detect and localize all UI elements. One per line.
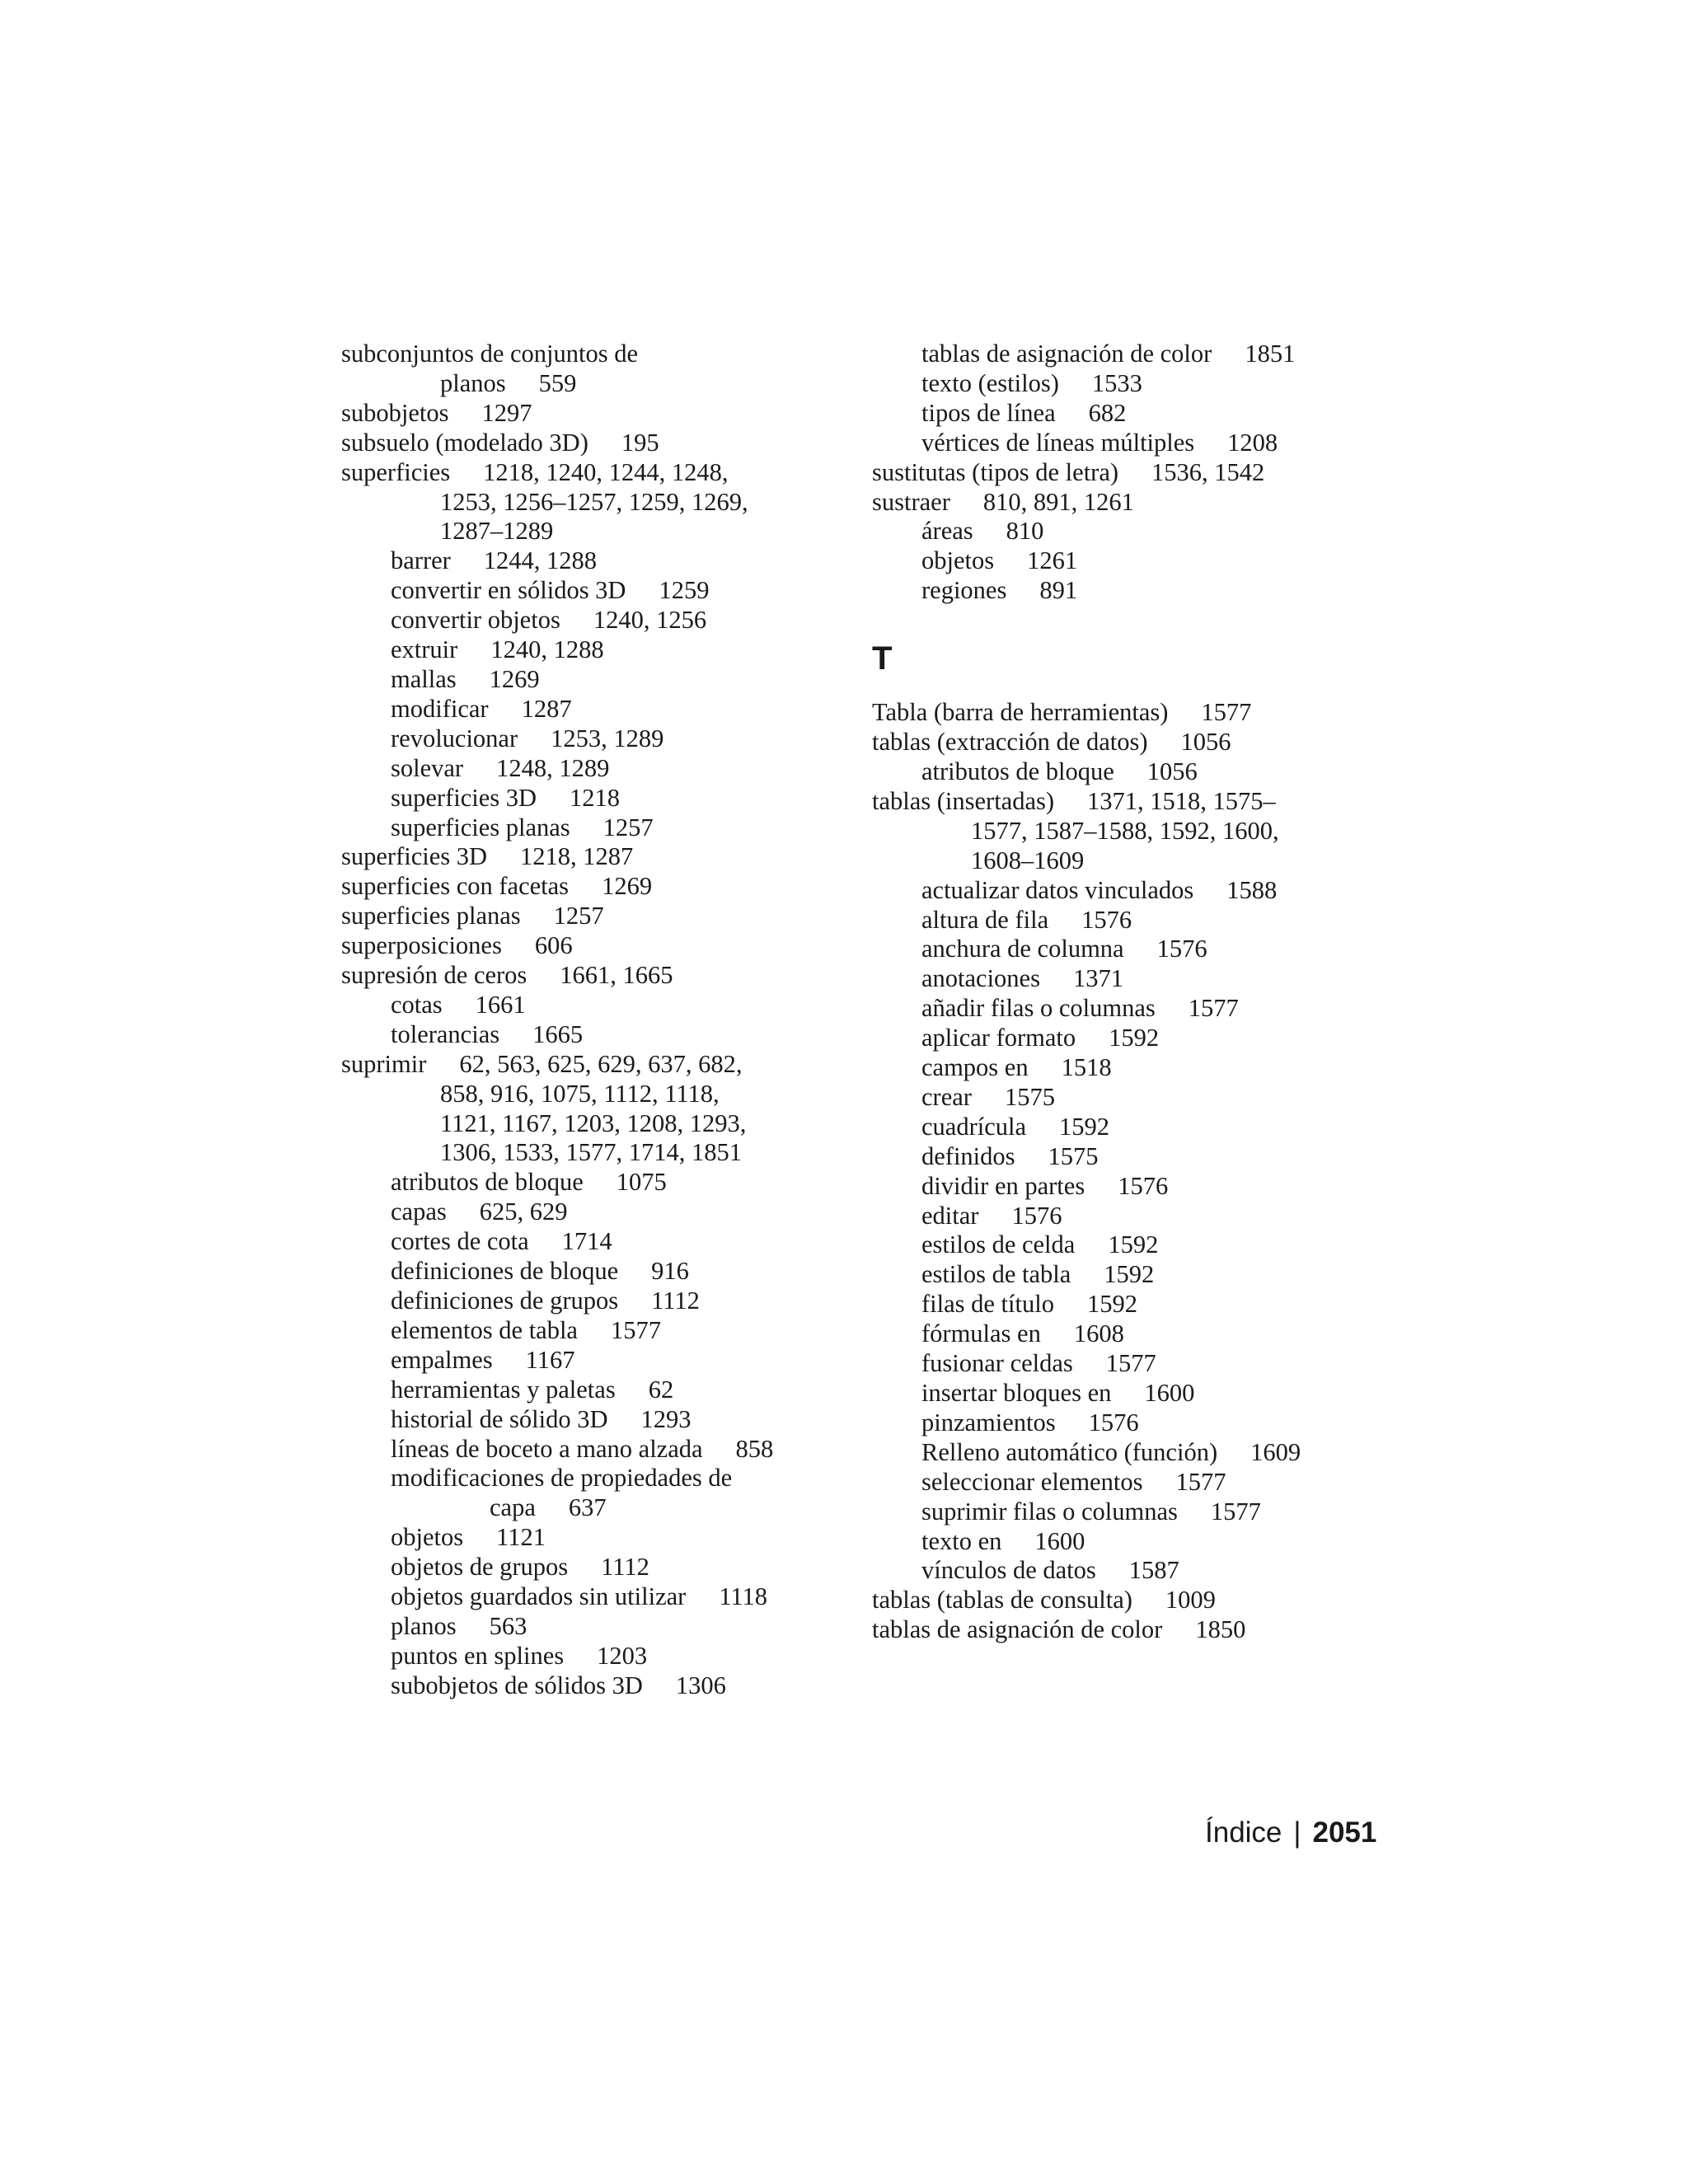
entry-page-refs: 1577 — [1201, 698, 1252, 727]
entry-page-refs: 1588 — [1226, 875, 1278, 904]
entry-page-refs: 62, 563, 625, 629, 637, 682, — [459, 1049, 743, 1078]
index-subentry — [341, 1582, 852, 1612]
index-subentry — [872, 1468, 1400, 1497]
entry-term: suprimir — [341, 1049, 427, 1078]
index-subentry — [872, 1260, 1400, 1290]
footer-separator: | — [1293, 1816, 1301, 1849]
index-entry-continuation — [341, 517, 852, 546]
index-subentry — [341, 606, 852, 635]
entry-term: revolucionar — [391, 724, 518, 752]
index-entry — [341, 458, 852, 488]
index-subentry — [341, 1376, 852, 1405]
entry-page-refs: 1850 — [1195, 1615, 1246, 1644]
index-subentry — [872, 1142, 1400, 1172]
index-entry — [341, 931, 852, 961]
index-subentry — [341, 546, 852, 576]
entry-page-refs: 1600 — [1144, 1379, 1195, 1407]
entry-page-refs: 1287–1289 — [440, 517, 554, 546]
entry-term: superficies con facetas — [341, 872, 570, 901]
entry-term: actualizar datos vinculados — [921, 875, 1194, 904]
entry-term: convertir en sólidos 3D — [391, 576, 626, 605]
entry-page-refs: 682 — [1088, 398, 1127, 427]
section-letter-heading: T — [872, 640, 893, 677]
entry-page-refs: 1577, 1587–1588, 1592, 1600, — [971, 816, 1279, 845]
entry-page-refs: 1371 — [1072, 964, 1123, 993]
entry-page-refs: 1121, 1167, 1203, 1208, 1293, — [440, 1108, 747, 1137]
index-column-left — [341, 340, 852, 1701]
entry-term: sustraer — [872, 487, 950, 516]
entry-page-refs: 1218, 1287 — [520, 842, 634, 871]
entry-term: subobjetos — [341, 398, 449, 427]
entry-page-refs: 1240, 1256 — [593, 606, 707, 635]
entry-term: elementos de tabla — [391, 1315, 578, 1344]
index-subentry — [341, 1227, 852, 1257]
entry-term: historial de sólido 3D — [391, 1404, 608, 1433]
index-entry — [872, 1586, 1400, 1615]
index-subentry — [872, 546, 1400, 576]
index-subentry — [341, 1612, 852, 1642]
entry-page-refs: 1536, 1542 — [1151, 457, 1265, 486]
entry-term: superficies — [341, 457, 451, 486]
entry-term: fusionar celdas — [921, 1349, 1073, 1378]
entry-page-refs: 1293 — [640, 1404, 692, 1433]
index-subentry — [872, 964, 1400, 994]
entry-page-refs: 1112 — [601, 1553, 649, 1582]
entry-page-refs: 1259 — [659, 576, 710, 605]
entry-page-refs: 1306 — [675, 1671, 726, 1699]
index-subentry — [341, 576, 852, 606]
index-subentry — [872, 1230, 1400, 1260]
entry-term: estilos de tabla — [921, 1260, 1071, 1289]
entry-term: atributos de bloque — [921, 757, 1114, 785]
entry-term: texto (estilos) — [921, 368, 1059, 397]
entry-term: altura de fila — [921, 905, 1049, 934]
entry-page-refs: 606 — [534, 931, 573, 960]
entry-page-refs: 1218, 1240, 1244, 1248, — [483, 457, 729, 486]
index-entry — [872, 1615, 1400, 1645]
entry-term: planos — [391, 1611, 457, 1640]
index-subentry — [341, 813, 852, 843]
entry-page-refs: 810 — [1006, 517, 1044, 546]
entry-page-refs: 1371, 1518, 1575– — [1087, 786, 1276, 815]
index-subentry — [341, 1435, 852, 1465]
entry-term: convertir objetos — [391, 606, 560, 635]
index-group-t — [872, 698, 1400, 1645]
entry-page-refs: 1665 — [532, 1019, 584, 1048]
entry-page-refs: 1253, 1256–1257, 1259, 1269, — [440, 487, 748, 516]
entry-page-refs: 1056 — [1180, 728, 1231, 757]
index-subentry — [872, 1319, 1400, 1349]
index-column-right — [872, 340, 1400, 1645]
index-entry-continuation — [341, 1138, 852, 1168]
index-subentry — [341, 635, 852, 665]
entry-term: aplicar formato — [921, 1024, 1076, 1052]
entry-page-refs: 1576 — [1156, 935, 1207, 963]
entry-page-refs: 1208 — [1227, 428, 1278, 457]
index-subentry — [872, 576, 1400, 606]
index-subentry — [872, 369, 1400, 399]
entry-page-refs: 1576 — [1118, 1171, 1169, 1200]
index-entry-continuation — [341, 1493, 852, 1523]
index-subentry — [872, 757, 1400, 787]
entry-term: tipos de línea — [921, 398, 1056, 427]
entry-page-refs: 1592 — [1108, 1230, 1159, 1259]
entry-page-refs: 1577 — [1105, 1349, 1156, 1378]
entry-term: subconjuntos de conjuntos de — [341, 340, 639, 368]
entry-page-refs: 916 — [651, 1257, 689, 1286]
index-entry — [872, 488, 1400, 518]
entry-term: extruir — [391, 635, 458, 664]
entry-page-refs: 1261 — [1027, 546, 1078, 575]
entry-term: definiciones de grupos — [391, 1286, 619, 1315]
index-subentry — [341, 1168, 852, 1197]
entry-term: supresión de ceros — [341, 961, 528, 990]
index-subentry — [341, 695, 852, 724]
entry-page-refs: 1592 — [1086, 1290, 1137, 1319]
index-subentry — [341, 1671, 852, 1701]
entry-term: tablas de asignación de color — [921, 340, 1212, 368]
entry-term: pinzamientos — [921, 1408, 1056, 1436]
entry-page-refs: 1592 — [1109, 1024, 1160, 1052]
index-subentry — [341, 784, 852, 813]
footer-section-label: Índice — [1205, 1816, 1282, 1849]
entry-term: solevar — [391, 753, 464, 782]
entry-term: cortes de cota — [391, 1227, 529, 1256]
entry-page-refs: 810, 891, 1261 — [982, 487, 1134, 516]
index-subentry — [341, 1257, 852, 1286]
entry-page-refs: 1257 — [603, 813, 654, 841]
entry-term: Relleno automático (función) — [921, 1437, 1218, 1466]
index-entry — [872, 698, 1400, 728]
entry-page-refs: 1577 — [610, 1315, 661, 1344]
entry-term: barrer — [391, 546, 451, 575]
entry-page-refs: 1592 — [1104, 1260, 1155, 1289]
entry-term: subsuelo (modelado 3D) — [341, 428, 588, 457]
index-entry — [872, 728, 1400, 757]
entry-page-refs: 1575 — [1004, 1082, 1055, 1111]
entry-term: puntos en splines — [391, 1641, 565, 1670]
index-subentry — [872, 340, 1400, 369]
index-subentry — [341, 1405, 852, 1435]
entry-page-refs: 1518 — [1061, 1053, 1112, 1082]
entry-page-refs: 1203 — [597, 1641, 648, 1670]
entry-page-refs: 1608 — [1073, 1319, 1124, 1348]
entry-page-refs: 1121 — [496, 1523, 546, 1552]
entry-page-refs: 625, 629 — [479, 1197, 568, 1226]
entry-page-refs: 1218 — [570, 783, 621, 812]
page-number: 2051 — [1312, 1816, 1377, 1849]
index-entry — [341, 399, 852, 429]
entry-term: subobjetos de sólidos 3D — [391, 1671, 643, 1699]
entry-page-refs: 1587 — [1128, 1556, 1179, 1585]
entry-term: cotas — [391, 990, 443, 1019]
index-entry-continuation — [341, 1080, 852, 1109]
entry-page-refs: 1608–1609 — [971, 846, 1085, 874]
index-subentry — [341, 1316, 852, 1346]
index-subentry — [872, 1408, 1400, 1438]
index-entry-continuation — [341, 369, 852, 399]
index-subentry — [872, 1172, 1400, 1202]
entry-page-refs: 1576 — [1088, 1408, 1139, 1436]
entry-term: planos — [440, 368, 506, 397]
index-entry-continuation — [341, 1109, 852, 1139]
entry-term: estilos de celda — [921, 1230, 1076, 1259]
index-subentry — [341, 665, 852, 695]
index-subentry — [872, 1379, 1400, 1408]
entry-term: superficies 3D — [341, 842, 488, 871]
entry-term: crear — [921, 1082, 972, 1111]
entry-term: capa — [490, 1493, 536, 1522]
entry-page-refs: 1269 — [489, 664, 540, 693]
entry-term: superficies 3D — [391, 783, 537, 812]
index-subentry — [872, 1290, 1400, 1319]
entry-term: modificaciones de propiedades de — [391, 1464, 733, 1493]
index-entry — [341, 961, 852, 991]
entry-page-refs: 1533 — [1091, 368, 1142, 397]
index-entry — [341, 872, 852, 902]
entry-page-refs: 563 — [489, 1611, 528, 1640]
index-subentry — [872, 429, 1400, 458]
entry-page-refs: 1118 — [719, 1582, 768, 1611]
entry-page-refs: 1297 — [481, 398, 532, 427]
entry-term: líneas de boceto a mano alzada — [391, 1434, 703, 1463]
entry-page-refs: 1253, 1289 — [551, 724, 664, 752]
entry-page-refs: 1056 — [1146, 757, 1198, 785]
entry-term: objetos — [921, 546, 995, 575]
entry-term: superficies planas — [391, 813, 570, 841]
entry-term: fórmulas en — [921, 1319, 1041, 1348]
entry-page-refs: 1714 — [561, 1227, 612, 1256]
index-subentry — [341, 724, 852, 754]
entry-term: modificar — [391, 694, 489, 723]
entry-term: mallas — [391, 664, 457, 693]
entry-term: definidos — [921, 1141, 1015, 1170]
index-subentry — [341, 1523, 852, 1553]
entry-page-refs: 1240, 1288 — [490, 635, 604, 664]
entry-term: tolerancias — [391, 1019, 500, 1048]
entry-term: vértices de líneas múltiples — [921, 428, 1195, 457]
index-subentry — [341, 1197, 852, 1227]
entry-page-refs: 559 — [538, 368, 577, 397]
entry-term: definiciones de bloque — [391, 1257, 619, 1286]
entry-term: atributos de bloque — [391, 1168, 584, 1197]
index-entry — [341, 902, 852, 931]
entry-term: herramientas y paletas — [391, 1375, 616, 1404]
entry-term: superposiciones — [341, 931, 502, 960]
index-entry-continuation — [341, 488, 852, 518]
entry-term: sustitutas (tipos de letra) — [872, 457, 1119, 486]
index-subentry — [341, 1346, 852, 1376]
entry-page-refs: 858, 916, 1075, 1112, 1118, — [440, 1079, 720, 1108]
index-subentry — [872, 517, 1400, 546]
index-entry — [341, 842, 852, 872]
entry-term: tablas (tablas de consulta) — [872, 1586, 1132, 1615]
entry-page-refs: 1248, 1289 — [496, 753, 610, 782]
entry-page-refs: 891 — [1039, 576, 1078, 605]
entry-term: filas de título — [921, 1290, 1054, 1319]
index-subentry — [872, 1202, 1400, 1231]
entry-page-refs: 1609 — [1250, 1437, 1301, 1466]
index-subentry — [341, 991, 852, 1020]
entry-page-refs: 1577 — [1175, 1467, 1226, 1496]
entry-term: capas — [391, 1197, 447, 1226]
entry-page-refs: 1577 — [1210, 1497, 1261, 1526]
entry-term: áreas — [921, 517, 973, 546]
entry-page-refs: 637 — [568, 1493, 607, 1522]
entry-term: anotaciones — [921, 964, 1040, 993]
entry-term: tablas (insertadas) — [872, 786, 1055, 815]
index-subentry — [872, 1497, 1400, 1527]
index-subentry — [341, 1642, 852, 1671]
entry-term: anchura de columna — [921, 935, 1124, 963]
entry-page-refs: 1244, 1288 — [483, 546, 598, 575]
index-entry — [872, 458, 1400, 488]
index-entry — [872, 787, 1400, 817]
index-subentry — [872, 1438, 1400, 1468]
entry-term: empalmes — [391, 1345, 493, 1374]
index-subentry — [341, 1464, 852, 1493]
index-subentry — [872, 994, 1400, 1024]
entry-term: editar — [921, 1201, 979, 1230]
entry-term: tablas (extracción de datos) — [872, 728, 1148, 757]
entry-term: objetos — [391, 1523, 464, 1552]
entry-page-refs: 1576 — [1011, 1201, 1062, 1230]
page-footer — [1205, 1816, 1376, 1849]
entry-term: vínculos de datos — [921, 1556, 1096, 1585]
index-group-s-continued — [872, 340, 1400, 606]
index-subentry — [341, 1020, 852, 1050]
index-subentry — [872, 906, 1400, 935]
entry-term: superficies planas — [341, 902, 521, 930]
entry-page-refs: 1577 — [1188, 994, 1239, 1023]
index-subentry — [872, 1527, 1400, 1557]
entry-term: objetos guardados sin utilizar — [391, 1582, 687, 1611]
entry-page-refs: 1075 — [616, 1168, 667, 1197]
entry-page-refs: 1661 — [475, 990, 526, 1019]
index-subentry — [341, 1286, 852, 1316]
index-entry — [341, 1050, 852, 1080]
index-subentry — [341, 1553, 852, 1582]
entry-term: suprimir filas o columnas — [921, 1497, 1178, 1526]
index-entry — [341, 429, 852, 458]
index-subentry — [872, 399, 1400, 429]
entry-page-refs: 858 — [735, 1434, 774, 1463]
index-subentry — [872, 1083, 1400, 1113]
index-entry-continuation — [872, 846, 1400, 876]
entry-term: insertar bloques en — [921, 1379, 1112, 1407]
entry-page-refs: 1257 — [553, 902, 604, 930]
index-subentry — [872, 1113, 1400, 1142]
entry-page-refs: 1600 — [1034, 1526, 1085, 1555]
entry-page-refs: 1575 — [1048, 1141, 1099, 1170]
entry-page-refs: 195 — [621, 428, 659, 457]
index-subentry — [872, 935, 1400, 964]
index-subentry — [872, 1024, 1400, 1053]
index-subentry — [872, 1349, 1400, 1379]
entry-page-refs: 1576 — [1081, 905, 1132, 934]
entry-term: campos en — [921, 1053, 1029, 1082]
entry-term: cuadrícula — [921, 1112, 1027, 1141]
entry-term: objetos de grupos — [391, 1553, 569, 1582]
entry-term: texto en — [921, 1526, 1002, 1555]
index-subentry — [872, 1053, 1400, 1083]
entry-term: Tabla (barra de herramientas) — [872, 698, 1169, 727]
index-subentry — [872, 876, 1400, 906]
index-entry-continuation — [872, 817, 1400, 846]
entry-page-refs: 1306, 1533, 1577, 1714, 1851 — [440, 1138, 742, 1167]
index-entry — [341, 340, 852, 369]
entry-page-refs: 62 — [648, 1375, 674, 1404]
entry-term: regiones — [921, 576, 1007, 605]
entry-term: añadir filas o columnas — [921, 994, 1156, 1023]
index-subentry — [341, 754, 852, 784]
entry-page-refs: 1851 — [1245, 340, 1296, 368]
entry-page-refs: 1112 — [651, 1286, 700, 1315]
entry-page-refs: 1661, 1665 — [560, 961, 673, 990]
entry-term: seleccionar elementos — [921, 1467, 1143, 1496]
entry-page-refs: 1009 — [1165, 1586, 1216, 1615]
entry-page-refs: 1287 — [521, 694, 572, 723]
entry-term: tablas de asignación de color — [872, 1615, 1163, 1644]
entry-page-refs: 1269 — [602, 872, 653, 901]
entry-page-refs: 1592 — [1059, 1112, 1110, 1141]
entry-page-refs: 1167 — [525, 1345, 575, 1374]
index-subentry — [872, 1556, 1400, 1586]
entry-term: dividir en partes — [921, 1171, 1085, 1200]
